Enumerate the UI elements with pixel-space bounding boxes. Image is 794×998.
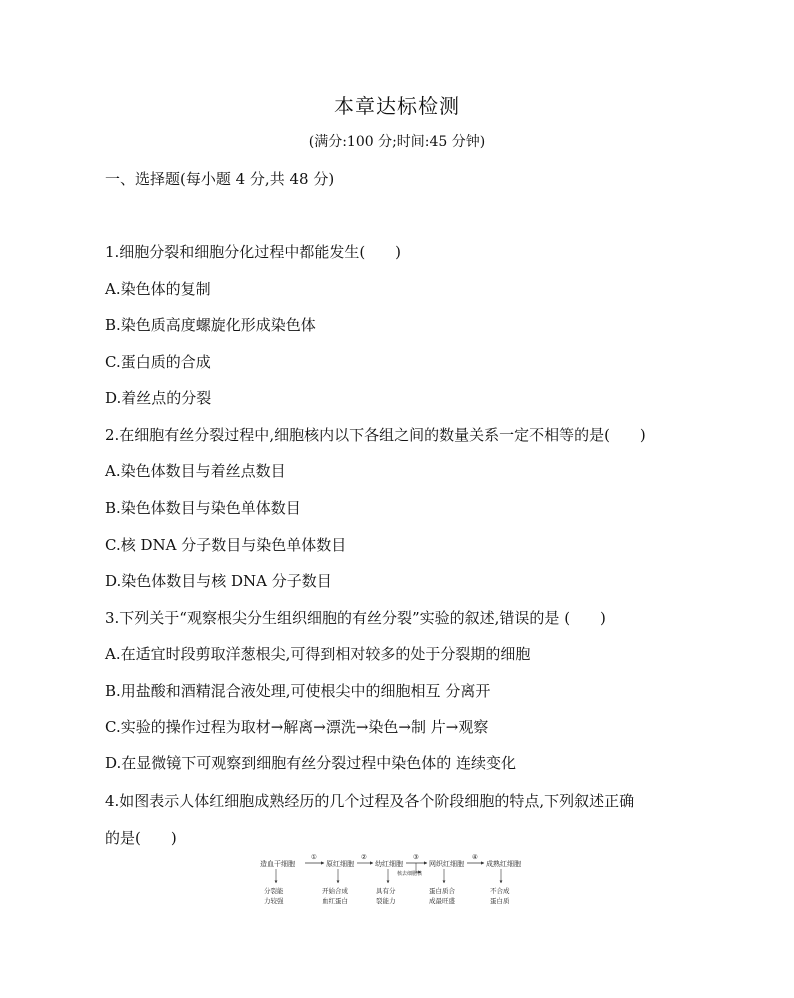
feature-label: 力较强 xyxy=(264,897,284,905)
step-3-note: 核去细胞核 xyxy=(397,871,423,877)
feature-label: 成最旺盛 xyxy=(429,897,455,905)
question-1-option-a: A.染色体的复制 xyxy=(105,280,211,298)
question-1-option-c: C.蛋白质的合成 xyxy=(105,353,211,371)
question-4-stem-line-2: 的是( ) xyxy=(105,829,177,847)
stage-label: 成熟红细胞 xyxy=(486,860,521,868)
stage-label: 原红细胞 xyxy=(326,860,354,868)
feature-label: 分裂能 xyxy=(264,887,284,895)
question-3-option-d: D.在显微镜下可观察到细胞有丝分裂过程中染色体的 连续变化 xyxy=(105,754,517,772)
question-1-option-d: D.着丝点的分裂 xyxy=(105,389,212,407)
stage-label: 造血干细胞 xyxy=(260,860,295,868)
step-number: ③ xyxy=(413,853,419,861)
feature-label: 血红蛋白 xyxy=(322,897,348,905)
question-3-option-c: C.实验的操作过程为取材→解离→漂洗→染色→制 片→观察 xyxy=(105,718,489,736)
step-number: ② xyxy=(361,853,367,861)
page-subtitle: (满分:100 分;时间:45 分钟) xyxy=(308,134,486,150)
erythrocyte-maturation-diagram xyxy=(258,852,538,912)
question-2-option-a: A.染色体数目与着丝点数目 xyxy=(105,462,286,480)
question-2-option-c: C.核 DNA 分子数目与染色单体数目 xyxy=(105,536,347,554)
question-2-option-d: D.染色体数目与核 DNA 分子数目 xyxy=(105,572,332,590)
question-1-stem: 1.细胞分裂和细胞分化过程中都能发生( ) xyxy=(105,243,402,261)
feature-label: 蛋白质 xyxy=(490,897,510,905)
feature-label: 裂能力 xyxy=(376,897,396,905)
stage-label: 网织红细胞 xyxy=(429,860,464,868)
question-3-option-a: A.在适宜时段剪取洋葱根尖,可得到相对较多的处于分裂期的细胞 xyxy=(105,645,531,663)
feature-label: 蛋白质合 xyxy=(429,887,455,895)
step-number: ① xyxy=(311,853,317,861)
question-3-stem: 3.下列关于“观察根尖分生组织细胞的有丝分裂”实验的叙述,错误的是 ( ) xyxy=(105,609,606,627)
feature-label: 具有分 xyxy=(376,887,396,895)
section-heading: 一、选择题(每小题 4 分,共 48 分) xyxy=(105,170,335,188)
question-1-option-b: B.染色质高度螺旋化形成染色体 xyxy=(105,316,316,334)
stage-label: 幼红细胞 xyxy=(375,860,403,868)
question-3-option-b: B.用盐酸和酒精混合液处理,可使根尖中的细胞相互 分离开 xyxy=(105,682,491,700)
page-title: 本章达标检测 xyxy=(334,94,460,118)
step-number: ④ xyxy=(472,853,478,861)
question-2-option-b: B.染色体数目与染色单体数目 xyxy=(105,499,301,517)
question-4-stem-line-1: 4.如图表示人体红细胞成熟经历的几个过程及各个阶段细胞的特点,下列叙述正确 xyxy=(105,792,635,810)
feature-label: 开始合成 xyxy=(322,887,348,895)
feature-label: 不合成 xyxy=(490,887,510,895)
question-2-stem: 2.在细胞有丝分裂过程中,细胞核内以下各组之间的数量关系一定不相等的是( ) xyxy=(105,426,646,444)
